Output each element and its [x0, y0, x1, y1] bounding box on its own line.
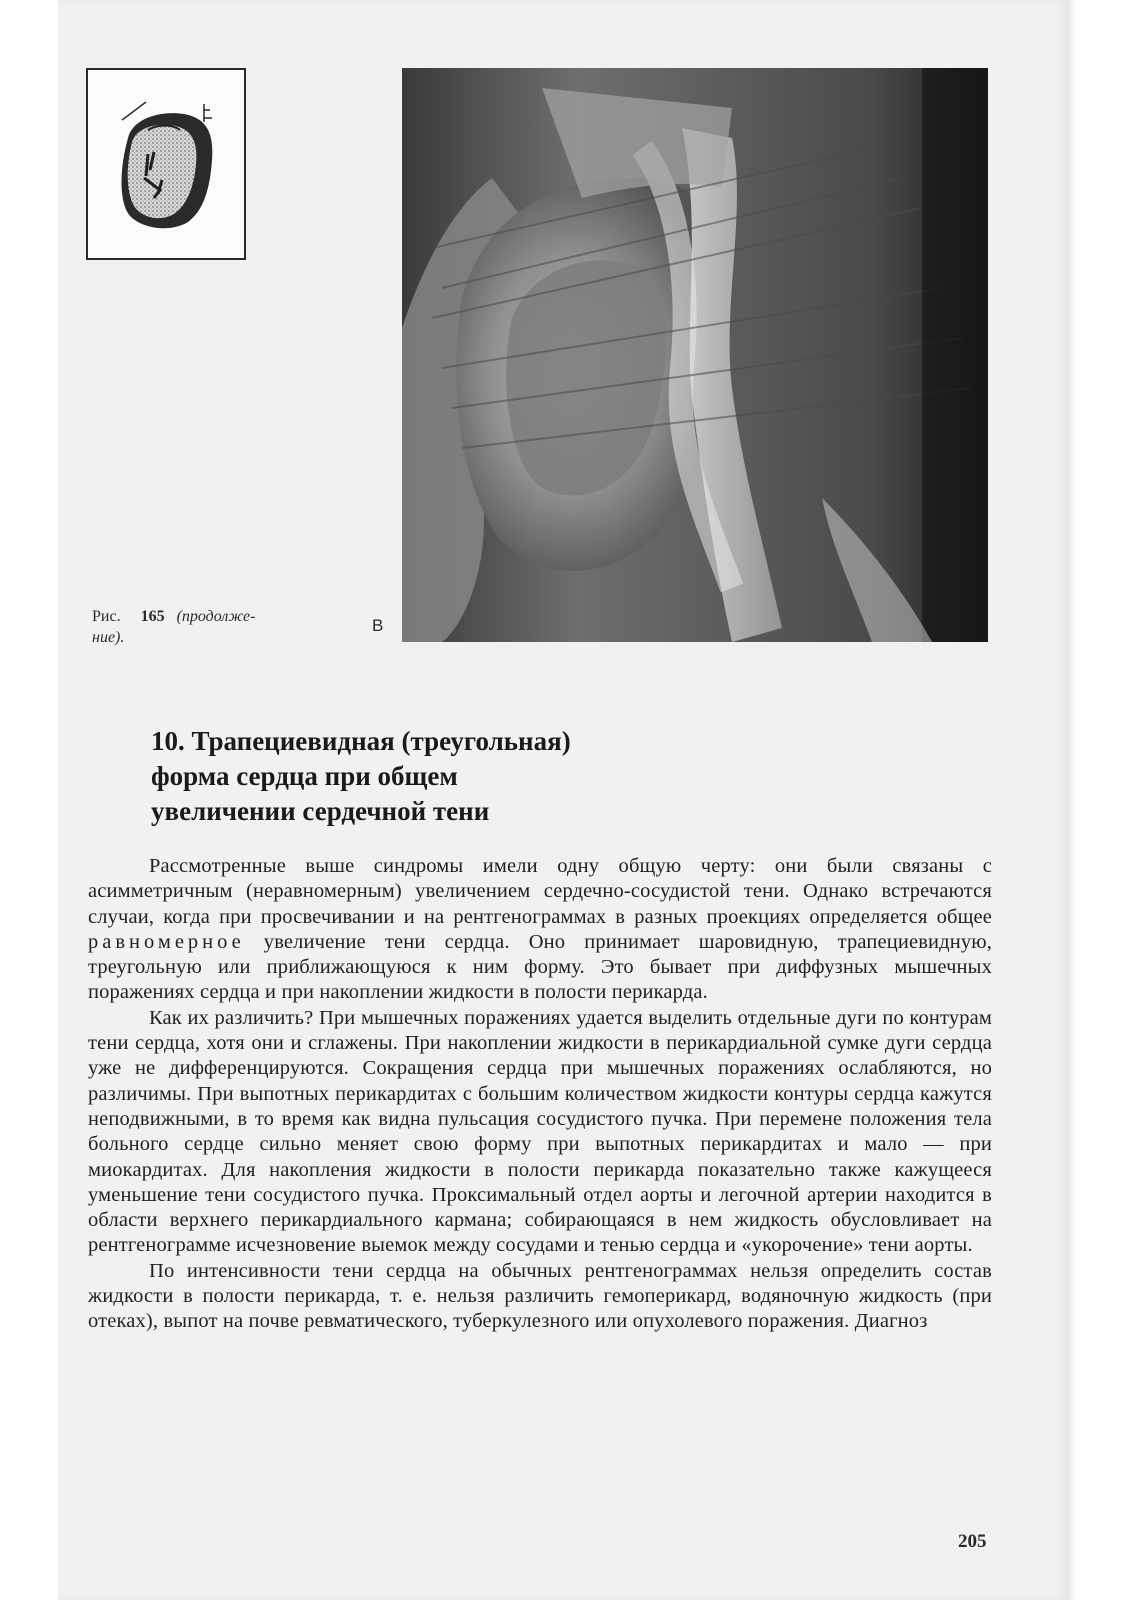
- paragraph-2: Как их различить? При мышечных поражениях удается выделить отдельные дуги по контурам тени сердца, хотя они и сглажены. При накоплении жидкости в перикардиальной сумке дуги сердца уже не дифференцируются. Сокращения сердца при мышечных поражениях ослабляются, но различимы. При выпотных перикардитах с большим количеством жидкости контуры сердца кажутся неподвижными, в то время как видна пульсация сосудистого пучка. При перемене положения тела больного сердце сильно меняет свою форму при выпотных перикардитах и мало — при миокардитах. Для накопления жидкости в полости перикарда показательно также кажущееся уменьшение тени сосудистого пучка. Проксимальный отдел аорты и легочной артерии находится в области верхнего перикардиального кармана; собирающаяся в нем жидкость обусловливает на рентгенограмме исчезновение выемок между сосудами и тенью сердца и «укорочение» тени аорты.: [88, 1006, 992, 1257]
- body-text: [88, 854, 992, 1335]
- section-heading: [151, 724, 751, 829]
- paragraph-1-text-end: увеличение тени сердца. Оно принимает шаровидную, трапециевидную, треугольную или приближающуюся к ним форму. Это бывает при диффузных мышечных поражениях сердца и при накоплении жидкости в полости перикарда.: [88, 930, 992, 1004]
- heading-line: форма сердца при общем: [151, 761, 458, 791]
- heading-line: 10. Трапециевидная (треугольная): [151, 726, 571, 756]
- paragraph-3: По интенсивности тени сердца на обычных рентгенограммах нельзя определить состав жидкости в полости перикарда, т. е. нельзя различить гемоперикард, водяночную жидкость (при отеках), выпот на почве ревматического, туберкулезного или опухолевого поражения. Диагноз: [88, 1259, 992, 1333]
- paragraph-1-text: Рассмотренные выше синдромы имели одну общую черту: они были связаны с асимметричным (неравномерным) увеличением сердечно-сосудистой тени. Однако встречаются случаи, когда при просвечивании и на рентгенограммах в разных проекциях определяется общее: [88, 855, 992, 928]
- heart-schematic-figure: [86, 68, 246, 260]
- page-number: 205: [958, 1531, 987, 1552]
- heart-schematic-drawing: [88, 70, 244, 258]
- panel-letter: В: [372, 616, 384, 635]
- page-edge: [1066, 0, 1076, 1600]
- caption-label: Рис.: [92, 608, 121, 625]
- figure-caption: [92, 606, 327, 648]
- emphasized-word: равномерное: [88, 930, 245, 953]
- caption-number: 165: [140, 608, 165, 625]
- paragraph-1: [88, 854, 992, 1006]
- xray-image: [402, 68, 988, 642]
- caption-note: (продолже-: [176, 608, 256, 625]
- heading-line: увеличении сердечной тени: [151, 796, 490, 826]
- caption-note-end: ние).: [92, 629, 125, 646]
- xray-drawing: [402, 68, 988, 642]
